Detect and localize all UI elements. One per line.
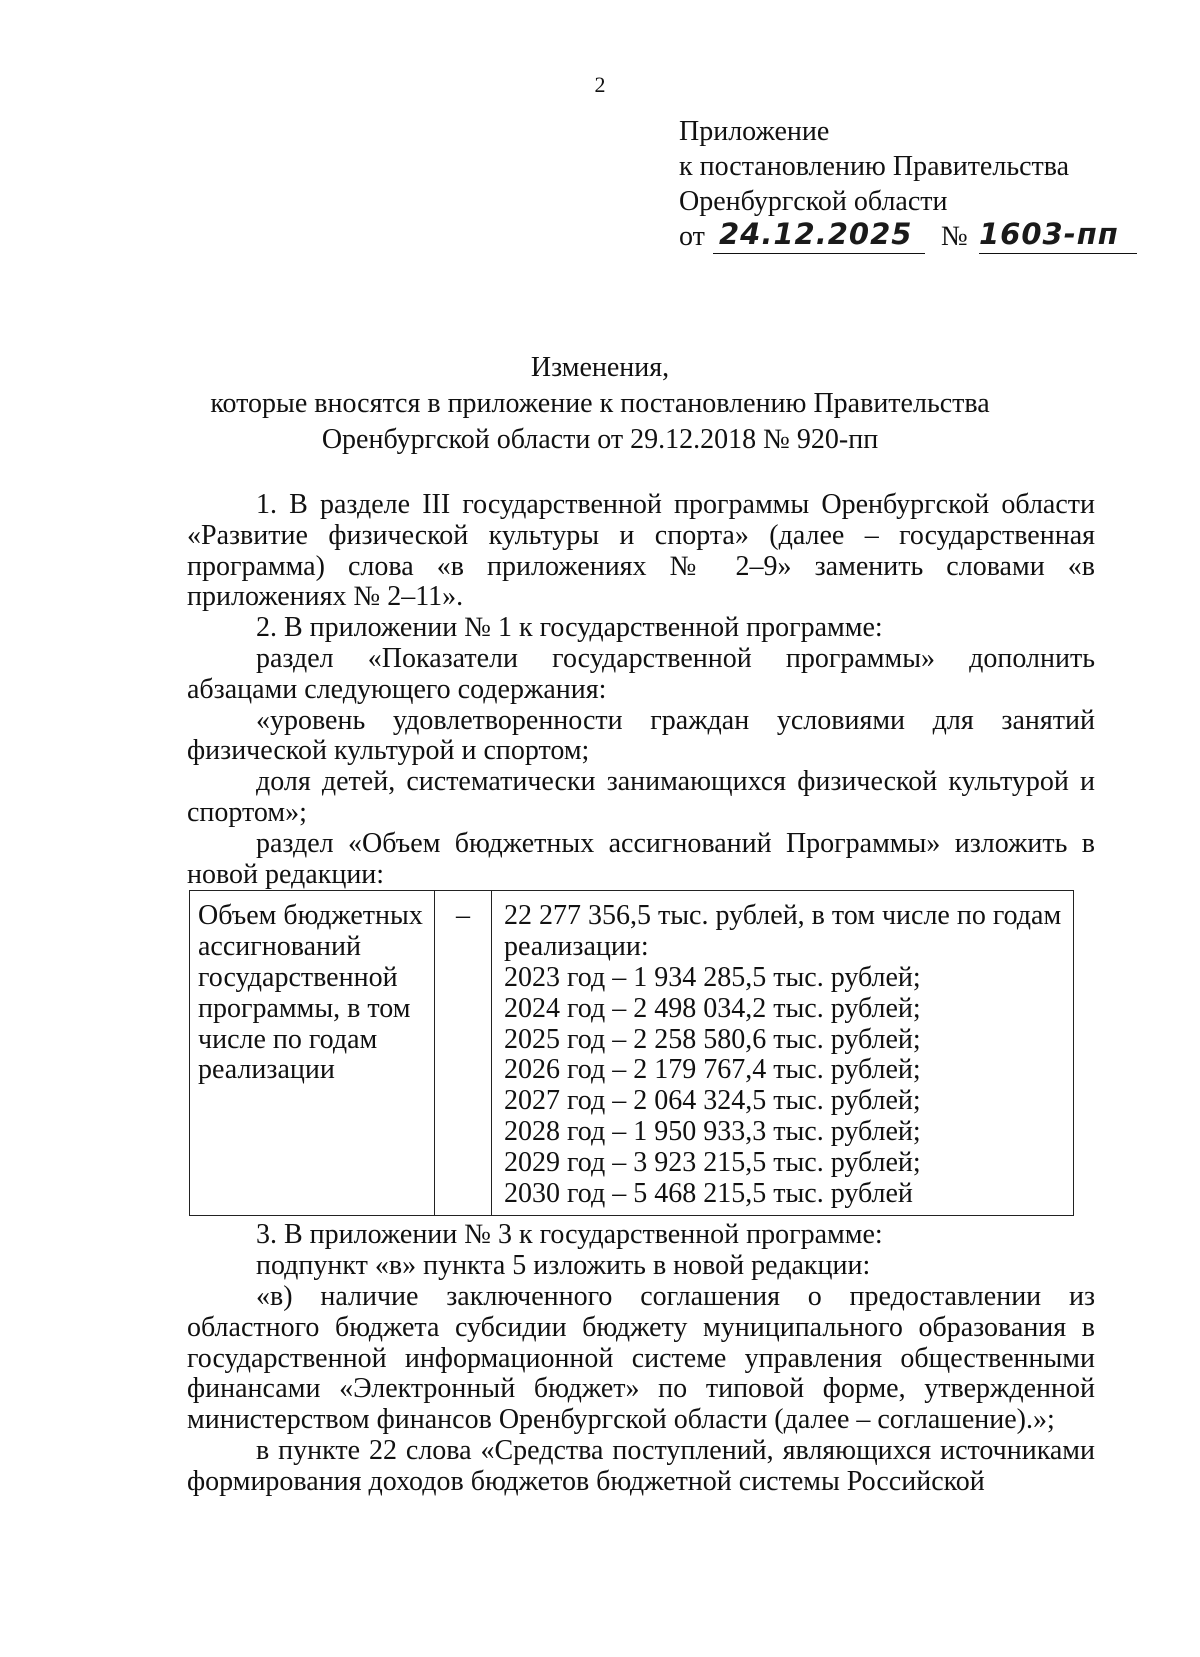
number-sign: № bbox=[941, 221, 968, 252]
paragraph: «в) наличие заключенного соглашения о предоставлении из областного бюджета субсидии бюджету муниципального образования в государственной информационной системе управления общественными финансами «Электронный бюджет» по типовой форме, утвержденной министерством финансов Оренбургской области (далее – соглашение).»; bbox=[187, 1280, 1095, 1436]
document-body bbox=[187, 490, 1095, 1498]
handwritten-number: 1603-пп bbox=[979, 217, 1119, 251]
paragraph: подпункт «в» пункта 5 изложить в новой редакции: bbox=[256, 1250, 871, 1282]
appendix-block bbox=[679, 114, 1159, 259]
appendix-line-1: Приложение bbox=[679, 116, 830, 147]
heading-title: Изменения, bbox=[530, 352, 670, 383]
value-line: 2023 год – 1 934 285,5 тыс. рублей; bbox=[504, 961, 921, 993]
handwritten-date: 24.12.2025 bbox=[719, 217, 913, 251]
value-line: 2028 год – 1 950 933,3 тыс. рублей; bbox=[504, 1115, 921, 1147]
value-line: 2024 год – 2 498 034,2 тыс. рублей; bbox=[504, 992, 921, 1024]
page-number: 2 bbox=[594, 72, 606, 97]
number-underline bbox=[979, 253, 1137, 254]
label-line: ассигнований bbox=[198, 931, 361, 963]
value-line: 22 277 356,5 тыс. рублей, в том числе по годам bbox=[504, 900, 1062, 932]
value-line: 2026 год – 2 179 767,4 тыс. рублей; bbox=[504, 1054, 921, 1086]
paragraph: 3. В приложении № 3 к государственной программе: bbox=[256, 1219, 883, 1251]
date-number-row bbox=[679, 219, 1159, 259]
document-heading bbox=[0, 350, 1200, 458]
appendix-line-3: Оренбургской области bbox=[679, 186, 948, 217]
value-line: реализации: bbox=[504, 931, 649, 963]
paragraph: доля детей, систематически занимающихся физической культурой и спортом»; bbox=[187, 766, 1095, 828]
heading-line-3: Оренбургской области от 29.12.2018 № 920-пп bbox=[321, 424, 879, 455]
label-line: Объем бюджетных bbox=[198, 900, 423, 932]
paragraph: 2. В приложении № 1 к государственной программе: bbox=[256, 612, 883, 644]
from-word: от bbox=[679, 221, 705, 252]
paragraph: 1. В разделе III государственной программы Оренбургской области «Развитие физической культуры и спорта» (далее – государственная программа) слова «в приложениях № 2–9» заменить словами «в приложениях № 2–11». bbox=[187, 489, 1095, 613]
paragraph: в пункте 22 слова «Средства поступлений, являющихся источниками формирования доходов бюджетов бюджетной системы Российской bbox=[187, 1434, 1095, 1497]
table-row bbox=[190, 891, 1074, 1216]
label-line: государственной bbox=[198, 961, 398, 993]
paragraph: раздел «Показатели государственной программы» дополнить абзацами следующего содержания: bbox=[187, 642, 1095, 705]
value-line: 2025 год – 2 258 580,6 тыс. рублей; bbox=[504, 1023, 921, 1055]
appendix-line-2: к постановлению Правительства bbox=[679, 151, 1070, 182]
label-line: реализации bbox=[198, 1054, 335, 1086]
table-label-cell bbox=[190, 891, 435, 1216]
value-line: 2027 год – 2 064 324,5 тыс. рублей; bbox=[504, 1085, 921, 1117]
label-line: числе по годам bbox=[198, 1023, 378, 1055]
budget-table bbox=[189, 890, 1074, 1216]
heading-line-2: которые вносятся в приложение к постановлению Правительства bbox=[210, 388, 990, 419]
value-line: 2029 год – 3 923 215,5 тыс. рублей; bbox=[504, 1146, 921, 1178]
paragraph: «уровень удовлетворенности граждан условиями для занятий физической культурой и спортом; bbox=[187, 704, 1095, 767]
table-value-cell bbox=[492, 891, 1074, 1216]
label-line: программы, в том bbox=[198, 992, 411, 1024]
date-underline bbox=[713, 253, 925, 254]
table-dash-cell: – bbox=[435, 891, 492, 1216]
value-line: 2030 год – 5 468 215,5 тыс. рублей bbox=[504, 1177, 913, 1209]
paragraph: раздел «Объем бюджетных ассигнований Программы» изложить в новой редакции: bbox=[187, 827, 1095, 890]
